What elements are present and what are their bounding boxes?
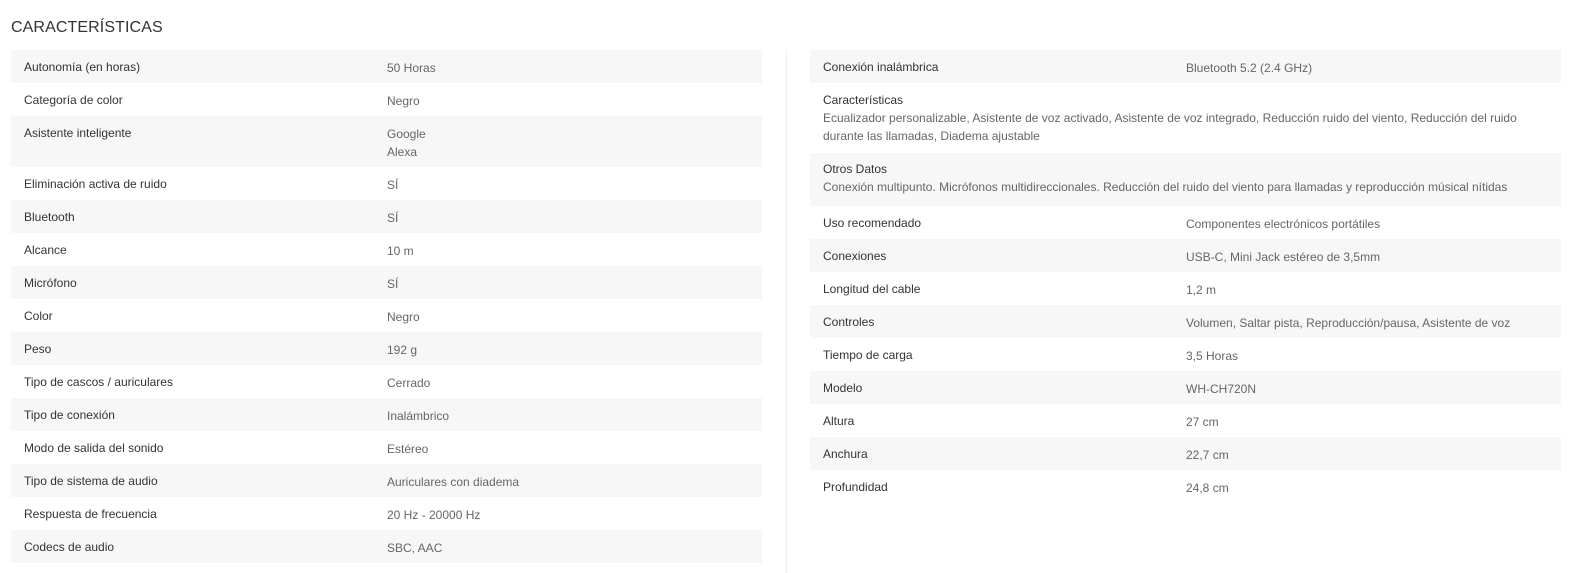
spec-row — [11, 332, 762, 365]
spec-value: SÍ — [387, 277, 399, 291]
spec-label: Longitud del cable — [823, 282, 921, 296]
spec-value: 20 Hz - 20000 Hz — [387, 508, 481, 522]
spec-row — [11, 167, 762, 200]
spec-value: Bluetooth 5.2 (2.4 GHz) — [1186, 61, 1313, 75]
spec-value: Estéreo — [387, 442, 429, 456]
specs-right-column — [810, 50, 1561, 503]
spec-row — [810, 338, 1561, 371]
spec-label: Características — [823, 93, 904, 107]
spec-value-line: Google — [387, 127, 426, 141]
spec-label: Codecs de audio — [24, 540, 115, 554]
spec-value: Negro — [387, 94, 420, 108]
spec-value: SÍ — [387, 178, 399, 192]
spec-value: 50 Horas — [387, 61, 436, 75]
spec-row — [810, 50, 1561, 83]
spec-value: Volumen, Saltar pista, Reproducción/pausa, Asistente de voz — [1186, 316, 1511, 330]
spec-row — [810, 83, 1561, 153]
spec-row — [11, 200, 762, 233]
spec-row — [11, 266, 762, 299]
spec-label: Conexión inalámbrica — [823, 60, 939, 74]
spec-value: Ecualizador personalizable, Asistente de voz activado, Asistente de voz integrado, Reducción ruido del viento, Reducción del ruido durante las llamadas, Diadema ajustable — [823, 111, 1517, 143]
spec-label: Categoría de color — [24, 93, 123, 107]
spec-label: Peso — [24, 342, 52, 356]
spec-label: Modo de salida del sonido — [24, 441, 164, 455]
spec-value: 192 g — [387, 343, 418, 357]
spec-value: Negro — [387, 310, 420, 324]
spec-row — [11, 83, 762, 116]
spec-row — [810, 153, 1561, 206]
spec-row — [11, 116, 762, 167]
spec-value: 3,5 Horas — [1186, 349, 1239, 363]
column-divider — [786, 50, 787, 573]
spec-label: Color — [24, 309, 53, 323]
spec-value: 10 m — [387, 244, 414, 258]
spec-row — [810, 470, 1561, 503]
spec-label: Otros Datos — [823, 162, 888, 176]
spec-label: Tiempo de carga — [823, 348, 913, 362]
spec-value: 24,8 cm — [1186, 481, 1229, 495]
spec-row — [11, 299, 762, 332]
spec-value: Conexión multipunto. Micrófonos multidireccionales. Reducción del ruido del viento para llamadas y reproducción músical nítidas — [823, 180, 1508, 194]
spec-value: Inalámbrico — [387, 409, 450, 423]
spec-value: Cerrado — [387, 376, 431, 390]
spec-value-line: Alexa — [387, 145, 418, 159]
spec-row — [11, 365, 762, 398]
spec-label: Conexiones — [823, 249, 887, 263]
spec-row — [810, 371, 1561, 404]
spec-row — [810, 239, 1561, 272]
spec-value: 22,7 cm — [1186, 448, 1229, 462]
spec-value: 1,2 m — [1186, 283, 1217, 297]
spec-label: Bluetooth — [24, 210, 75, 224]
spec-value: SÍ — [387, 211, 399, 225]
spec-row — [11, 431, 762, 464]
spec-label: Autonomía (en horas) — [24, 60, 141, 74]
spec-value: Componentes electrónicos portátiles — [1186, 217, 1381, 231]
spec-value: SBC, AAC — [387, 541, 443, 555]
spec-value: 27 cm — [1186, 415, 1219, 429]
spec-value: Auriculares con diadema — [387, 475, 520, 489]
spec-row — [810, 305, 1561, 338]
spec-row — [11, 530, 762, 563]
section-title: CARACTERÍSTICAS — [11, 19, 163, 36]
spec-row — [810, 404, 1561, 437]
specs-left-column — [11, 50, 762, 563]
spec-value — [387, 124, 426, 161]
spec-label: Tipo de sistema de audio — [24, 474, 158, 488]
spec-label: Controles — [823, 315, 875, 329]
spec-label: Alcance — [24, 243, 67, 257]
spec-label: Tipo de conexión — [24, 408, 115, 422]
spec-label: Altura — [823, 414, 855, 428]
spec-row — [810, 272, 1561, 305]
spec-label: Profundidad — [823, 480, 888, 494]
spec-label: Anchura — [823, 447, 868, 461]
spec-row — [11, 398, 762, 431]
spec-label: Micrófono — [24, 276, 77, 290]
spec-label: Asistente inteligente — [24, 126, 132, 140]
spec-label: Eliminación activa de ruido — [24, 177, 167, 191]
spec-label: Respuesta de frecuencia — [24, 507, 157, 521]
spec-row — [11, 464, 762, 497]
spec-row — [11, 497, 762, 530]
spec-label: Modelo — [823, 381, 863, 395]
spec-value: USB-C, Mini Jack estéreo de 3,5mm — [1186, 250, 1381, 264]
spec-label: Uso recomendado — [823, 216, 922, 230]
spec-row — [810, 437, 1561, 470]
spec-row — [810, 206, 1561, 239]
spec-value: WH-CH720N — [1186, 382, 1257, 396]
spec-row — [11, 50, 762, 83]
spec-label: Tipo de cascos / auriculares — [24, 375, 173, 389]
spec-row — [11, 233, 762, 266]
